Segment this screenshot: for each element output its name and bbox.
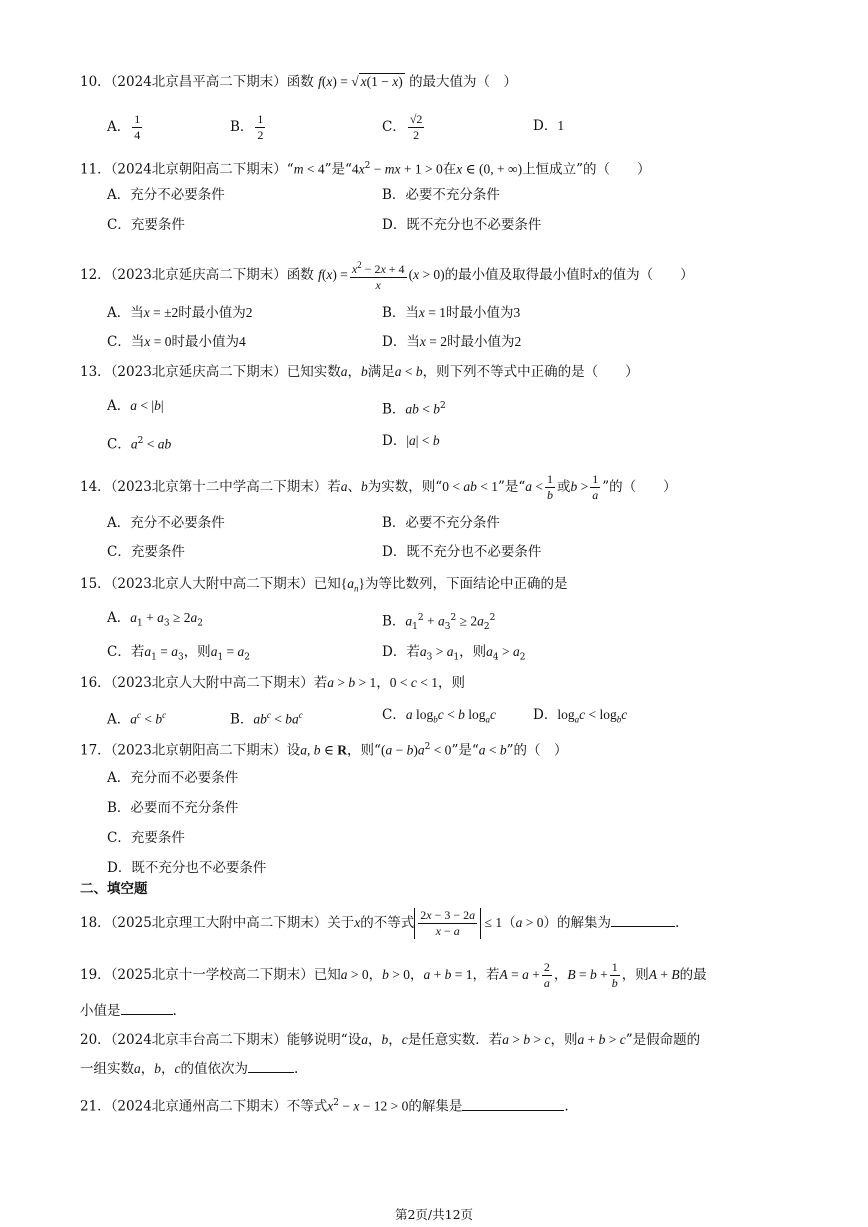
q12-option-b[interactable]: B．当x = 1时最小值为3 (382, 305, 521, 321)
q13-option-a[interactable]: A．a < |b| (107, 398, 164, 414)
q10-option-b[interactable]: B． $\frac{1}{2}$ (230, 112, 264, 142)
question-18: 18．（2025北京理工大附中高二下期末）关于x的不等式 $\frac{2x - 3 - 2a}{x - a}$ ≤ 1（a > 0）的解集为 . (80, 908, 680, 938)
q11-option-c[interactable]: C．充要条件 (107, 217, 185, 233)
question-21: 21．（2024北京通州高二下期末）不等式$x^2 - x - 12 > 0$的解集是 . (80, 1098, 569, 1115)
q16-option-a[interactable]: A．$a^c < b^c$ (107, 710, 167, 728)
q14-option-b[interactable]: B．必要不充分条件 (382, 515, 500, 531)
section-title-fill-in: 二、填空题 (80, 881, 148, 897)
q12-option-a[interactable]: A．当x = ±2时最小值为2 (107, 305, 253, 321)
question-15: 15．（2023北京人大附中高二下期末）已知$\{a_n\}$为等比数列，下面结论中正确的是 (80, 576, 568, 594)
q13-option-c[interactable]: C．$a^2$ < ab (107, 436, 172, 453)
answer-blank-21[interactable] (462, 1098, 564, 1111)
answer-blank-19[interactable] (121, 1002, 173, 1015)
q10-option-d[interactable]: D．1 (533, 118, 565, 134)
q14-option-a[interactable]: A．充分不必要条件 (107, 515, 225, 531)
question-19: 19．（2025北京十一学校高二下期末）已知a > 0，b > 0，a + b = 1，若A = a + $\frac{2}{a}$ ，B = b + $\frac{1}{b}$ ，则A + B的最 (80, 960, 707, 990)
question-20: 20．（2024北京丰台高二下期末）能够说明“设a，b，c是任意实数．若a > b > c，则a + b > c”是假命题的 (80, 1032, 701, 1048)
q11-option-a[interactable]: A．充分不必要条件 (107, 187, 225, 203)
answer-blank-18[interactable] (611, 914, 675, 927)
q13-option-b[interactable]: B．ab < $b^2$ (382, 401, 446, 418)
q13-option-d[interactable]: D．|a| < b (382, 433, 440, 449)
q10-option-c[interactable]: C． $\frac{√2}{2}$ (382, 112, 423, 142)
question-13: 13．（2023北京延庆高二下期末）已知实数a，b满足a < b，则下列不等式中正确的是（ ） (80, 364, 639, 380)
q15-option-b[interactable]: B．$a_1^2 + a_3^2 \ge 2a_2^2$ (382, 613, 496, 633)
page-footer: 第2页/共12页 (394, 1207, 474, 1222)
q12-option-c[interactable]: C．当x = 0时最小值为4 (107, 334, 246, 350)
q11-option-b[interactable]: B．必要不充分条件 (382, 187, 500, 203)
q17-option-b[interactable]: B．必要而不充分条件 (107, 800, 239, 816)
question-19-line-2: 小值是 . (80, 1003, 177, 1019)
q17-option-a[interactable]: A．充分而不必要条件 (107, 770, 239, 786)
question-10: 10．（2024北京昌平高二下期末）函数 f(x) = √ x(1 − x) 的最大值为（ ） (80, 74, 518, 90)
q15-option-a[interactable]: A．$a_1 + a_3 \ge 2a_2$ (107, 610, 203, 629)
question-16: 16．（2023北京人大附中高二下期末）若a > b > 1，0 < c < 1，则 (80, 675, 466, 691)
question-11: 11．（2024北京朝阳高二下期末）“m < 4”是“$4x^2$ − mx + 1 > 0在x ∈ (0, + ∞)上恒成立”的（ ） (80, 161, 651, 178)
q11-option-d[interactable]: D．既不充分也不必要条件 (382, 217, 542, 233)
q15-option-c[interactable]: C．若$a_1 = a_3$，则$a_1 = a_2$ (107, 644, 251, 663)
q17-option-c[interactable]: C．充要条件 (107, 830, 185, 846)
q16-option-d[interactable]: D．$\log_ac < \log_bc$ (533, 707, 628, 725)
question-20-line-2: 一组实数a，b，c的值依次为 . (80, 1061, 299, 1077)
q14-option-d[interactable]: D．既不充分也不必要条件 (382, 544, 542, 560)
question-12: 12．（2023北京延庆高二下期末）函数 f(x) = $\frac{x^2 - 2x + 4}{x}$ (x > 0)的最小值及取得最小值时x的值为（ ） (80, 260, 694, 292)
q14-option-c[interactable]: C．充要条件 (107, 544, 185, 560)
q16-option-c[interactable]: C．a $\log_bc < b$ $\log_ac$ (382, 707, 496, 725)
question-17: 17．（2023北京朝阳高二下期末）设a, b ∈ R，则“$(a - b)a^2 < 0$”是“a < b”的（ ） (80, 742, 568, 759)
q15-option-d[interactable]: D．若$a_3 > a_1$，则$a_4 > a_2$ (382, 644, 526, 663)
q17-option-d[interactable]: D．既不充分也不必要条件 (107, 860, 267, 876)
q10-option-a[interactable]: A． $\frac{1}{4}$ (107, 112, 141, 142)
answer-blank-20[interactable] (248, 1060, 294, 1073)
question-14: 14．（2023北京第十二中学高二下期末）若a、b为实数，则“0 < ab < 1”是“a < $\frac{1}{b}$ 或b > $\frac{1}{a}$ ”的（ ） (80, 472, 677, 502)
q16-option-b[interactable]: B．$ab^c < ba^c$ (230, 710, 303, 728)
q12-option-d[interactable]: D．当x = 2时最小值为2 (382, 334, 522, 350)
